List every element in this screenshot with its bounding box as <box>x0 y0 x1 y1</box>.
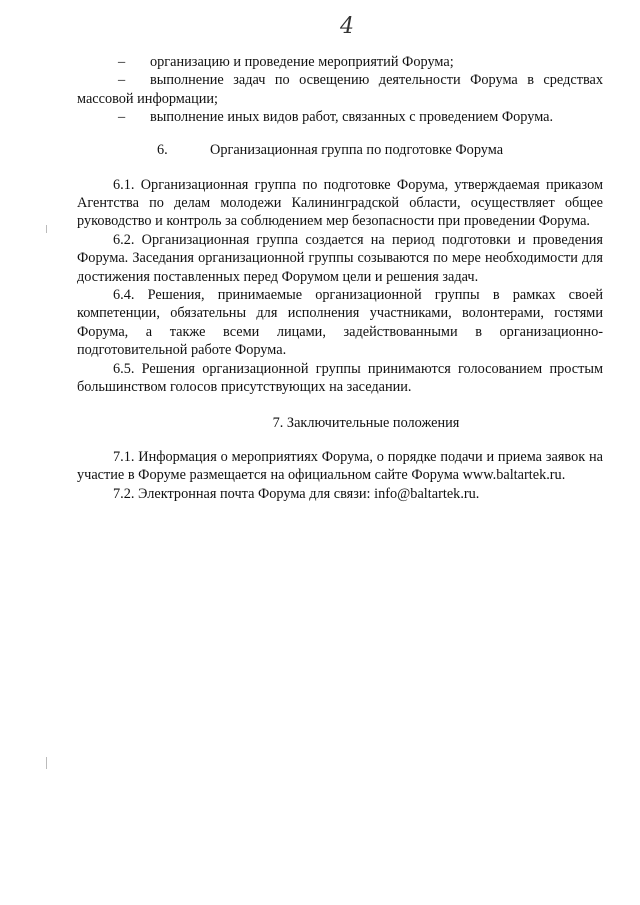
bullet-item <box>77 108 603 126</box>
clause-6-5: 6.5. Решения организационной группы принимаются голосованием простым большинством голосов присутствующих на заседании. <box>77 360 603 396</box>
clause-6-4: 6.4. Решения, принимаемые организационной группы в рамках своей компетенции, обязательны для исполнения участниками, волонтерами, гостями Форума, а также всеми лицами, задействованными в организационно-подготовительной работе Форума. <box>77 287 603 359</box>
section-6-heading <box>77 141 603 160</box>
dash-marker: – <box>118 54 126 70</box>
bullet-text: выполнение иных видов работ, связанных с проведением Форума. <box>150 109 554 126</box>
margin-mark <box>46 757 47 769</box>
bullet-item <box>77 53 603 71</box>
clause-7-2: 7.2. Электронная почта Форума для связи: info@baltartek.ru. <box>113 485 480 502</box>
clause-6-1: 6.1. Организационная группа по подготовке Форума, утверждаемая приказом Агентства по делам молодежи Калининградской области, осуществляет общее руководство и контроль за соблюдением мер безопасности при проведении Форума. <box>77 176 603 230</box>
bullet-item <box>77 71 603 108</box>
bullet-text: выполнение задач по освещению деятельности Форума в средствах массовой информации; <box>77 72 603 107</box>
section-title: Организационная группа по подготовке Форума <box>210 141 504 158</box>
document-body <box>77 53 603 503</box>
bullet-text: организацию и проведение мероприятий Форума; <box>150 54 454 70</box>
clause-6-2: 6.2. Организационная группа создается на период подготовки и проведения Форума. Заседания организационной группы созываются по мере необходимости для достижения поставленных перед Форумом цели и решения задач. <box>77 231 603 285</box>
page-number: 4 <box>340 14 354 39</box>
section-number: 6. <box>157 141 168 158</box>
margin-mark <box>46 225 47 233</box>
section-7-heading: 7. Заключительные положения <box>272 414 460 431</box>
dash-marker: – <box>118 109 126 126</box>
clause-7-1: 7.1. Информация о мероприятиях Форума, о порядке подачи и приема заявок на участие в Форуме размещается на официальном сайте Форума www.baltartek.ru. <box>77 448 603 484</box>
dash-marker: – <box>118 72 126 89</box>
